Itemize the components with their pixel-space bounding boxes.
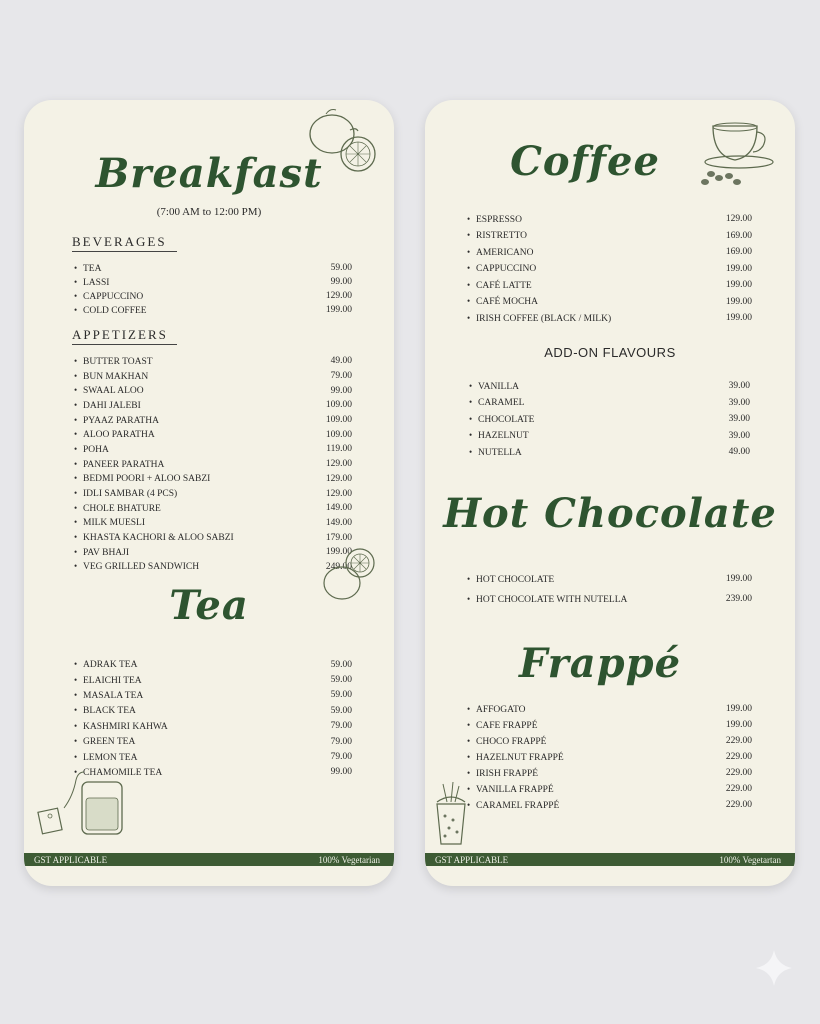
coffee-title: Coffee — [510, 138, 660, 185]
list-item: • CAPPUCCINO 199.00 — [467, 261, 752, 278]
list-item: • BLACK TEA 59.00 — [74, 703, 352, 718]
list-item: • KHASTA KACHORI & ALOO SABZI 179.00 — [74, 530, 352, 545]
appetizers-heading: APPETIZERS — [72, 327, 177, 345]
tea-bag-icon — [32, 768, 132, 846]
list-item: • CARAMEL 39.00 — [469, 395, 750, 412]
list-item: • CHOCO FRAPPÉ 229.00 — [467, 733, 752, 749]
vegetarian-label: 100% Vegetarian — [318, 854, 380, 865]
vegetarian-label: 100% Vegetartan — [719, 854, 781, 865]
list-item: • POHA 119.00 — [74, 442, 352, 457]
list-item: • BUN MAKHAN 79.00 — [74, 369, 352, 384]
list-item: • IDLI SAMBAR (4 PCS) 129.00 — [74, 486, 352, 501]
list-item: • RISTRETTO 169.00 — [467, 228, 752, 245]
tea-list — [74, 657, 352, 780]
breakfast-hours: (7:00 AM to 12:00 PM) — [156, 206, 262, 218]
list-item: • DAHI JALEBI 109.00 — [74, 398, 352, 413]
list-item: • HAZELNUT 39.00 — [469, 428, 750, 445]
coffee-menu-card — [425, 100, 795, 886]
list-item: • CAFÉ MOCHA 199.00 — [467, 294, 752, 311]
beverages-list — [74, 261, 352, 317]
list-item: • GREEN TEA 79.00 — [74, 734, 352, 749]
addons-heading: ADD-ON FLAVOURS — [544, 345, 676, 360]
list-item: • ADRAK TEA 59.00 — [74, 657, 352, 672]
addons-list — [469, 378, 750, 461]
list-item: • CAPPUCCINO 129.00 — [74, 289, 352, 303]
list-item: • BUTTER TOAST 49.00 — [74, 354, 352, 369]
list-item: • CAFE FRAPPÉ 199.00 — [467, 717, 752, 733]
list-item: • KASHMIRI KAHWA 79.00 — [74, 719, 352, 734]
list-item: • COLD COFFEE 199.00 — [74, 303, 352, 317]
list-item: • VANILLA FRAPPÉ 229.00 — [467, 781, 752, 797]
list-item: • ALOO PARATHA 109.00 — [74, 427, 352, 442]
list-item: • MILK MUESLI 149.00 — [74, 516, 352, 531]
list-item: • CAFÉ LATTE 199.00 — [467, 277, 752, 294]
list-item: • PANEER PARATHA 129.00 — [74, 457, 352, 472]
frappe-glass-icon — [431, 780, 471, 850]
list-item: • HOT CHOCOLATE WITH NUTELLA 239.00 — [467, 589, 752, 609]
list-item: • ESPRESSO 129.00 — [467, 211, 752, 228]
breakfast-title: Breakfast — [95, 150, 323, 197]
list-item: • BEDMI POORI + ALOO SABZI 129.00 — [74, 472, 352, 487]
sparkle-icon — [754, 948, 794, 988]
footer-bar — [24, 853, 394, 866]
beverages-heading: BEVERAGES — [72, 234, 177, 252]
list-item: • IRISH FRAPPÉ 229.00 — [467, 765, 752, 781]
list-item: • HAZELNUT FRAPPÉ 229.00 — [467, 749, 752, 765]
list-item: • CARAMEL FRAPPÉ 229.00 — [467, 797, 752, 813]
list-item: • PAV BHAJI 199.00 — [74, 545, 352, 560]
hot-chocolate-title: Hot Chocolate — [443, 490, 777, 537]
list-item: • LEMON TEA 79.00 — [74, 749, 352, 764]
gst-label: GST APPLICABLE — [34, 854, 108, 865]
list-item: • TEA 59.00 — [74, 261, 352, 275]
list-item: • CHOLE BHATURE 149.00 — [74, 501, 352, 516]
hot-chocolate-list — [467, 569, 752, 609]
list-item: • VEG GRILLED SANDWICH 249.00 — [74, 560, 352, 575]
frappe-title: Frappé — [518, 640, 682, 687]
list-item: • CHAMOMILE TEA 99.00 — [74, 765, 352, 780]
frappe-list — [467, 701, 752, 813]
list-item: • CHOCOLATE 39.00 — [469, 411, 750, 428]
list-item: • AFFOGATO 199.00 — [467, 701, 752, 717]
list-item: • IRISH COFFEE (BLACK / MILK) 199.00 — [467, 310, 752, 327]
breakfast-menu-card — [24, 100, 394, 886]
list-item: • LASSI 99.00 — [74, 275, 352, 289]
list-item: • SWAAL ALOO 99.00 — [74, 383, 352, 398]
tea-title: Tea — [169, 582, 249, 629]
list-item: • MASALA TEA 59.00 — [74, 688, 352, 703]
list-item: • PYAAZ PARATHA 109.00 — [74, 413, 352, 428]
coffee-list — [467, 211, 752, 327]
appetizers-list — [74, 354, 352, 574]
list-item: • ELAICHI TEA 59.00 — [74, 672, 352, 687]
list-item: • VANILLA 39.00 — [469, 378, 750, 395]
gst-label: GST APPLICABLE — [435, 854, 509, 865]
list-item: • HOT CHOCOLATE 199.00 — [467, 569, 752, 589]
list-item: • AMERICANO 169.00 — [467, 244, 752, 261]
list-item: • NUTELLA 49.00 — [469, 444, 750, 461]
footer-bar — [425, 853, 795, 866]
